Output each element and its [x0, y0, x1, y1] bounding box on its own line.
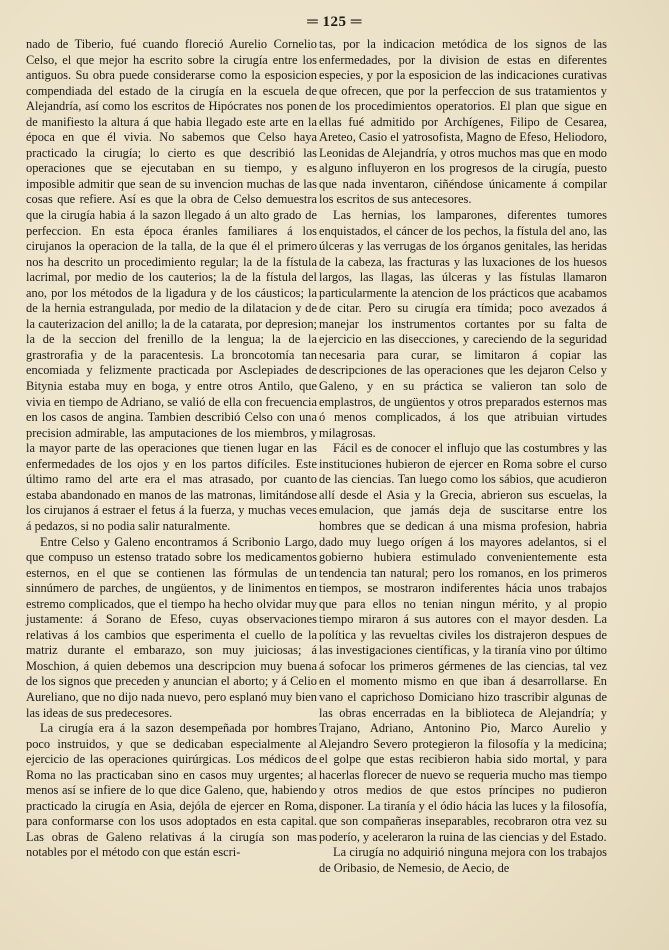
paragraph: nado de Tiberio, fué cuando floreció Aurelio Cornelio Celso, el que mejor ha escrito sobre la cirugía entre los antiguos. Su obra puede considerarse como la esposicion compendiada del estado de la cirugía en la escuela de Alejandría, así como los escritos de Hipócrates nos ponen de manifiesto la altura á que habia llegado este arte en la época en que él vivia. No sabemos que Celso haya practicado la cirugía; lo cierto es que describió las operaciones que se ejecutaban en su tiempo, y es imposible admitir que sean de su invencion muchas de las cosas que refiere. Así es que la obra de Celso demuestra que la cirugía habia á la sazon llegado á un alto grado de perfeccion. En esta época éranles familiares á los cirujanos la operacion de la talla, de la que él el primero nos ha descrito un procedimiento regular; la de la fístula lacrimal, por medio de los cauterios; la de la fístula del ano, por los métodos de la ligadura y de los cáusticos; la de la hernia estrangulada, por medio de la dilatacion y de la cauterizacion del anillo; la de la catarata, por depresion; la de la seccion del frenillo de la lengua; la de la grastrorafia y de la paracentesis. La broncotomía tan encomiada y felizmente practicada por Asclepiades de Bitynia estaba muy en boga, y entre otros Antilo, que vivia en tiempo de Adriano, se valió de ella con frecuencia en los casos de angina. Tambien describió Celso con una precision admirable, las amputaciones de los miembros, y la mayor parte de las operaciones que tienen lugar en las enfermedades de los ojos y en los partos difíciles. Este último ramo del arte era el mas atrasado, por cuanto estaba abandonado en manos de las matronas, limitándose los cirujanos á estraer el fetus á la fuerza, y muchas veces á pedazos, si no podia salir naturalmente. — [26, 37, 317, 533]
paragraph: La cirugía era á la sazon desempeñada por hombres poco instruidos, y que se dedicaban especialmente al ejercicio de las operaciones quirúrgicas. Los médicos de Roma no las practicaban sino en casos muy urgentes; al menos así se infiere de lo que dice Galeno, que, habiendo practicado la cirugía en Asia, dejóla de ejercer en Roma, para conformarse con los usos adoptados en esta capital. Las obras de Galeno relativas á la cirugía son mas notables por el método con que están escri- — [26, 721, 317, 860]
paragraph: Fácil es de conocer el influjo que las costumbres y las instituciones hubieron de ejercer en Roma sobre el curso de las ciencias. Tan luego como los sábios, que acudieron allí desde el Asia y la Grecia, abrieron sus escuelas, la emulacion, que jamás deja de suscitarse entre los hombres que se dedican á una misma profesion, habria dado muy luego orígen á los mayores adelantos, si el gobierno hubiera estimulado convenientemente esta tendencia tan natural; pero los romanos, en los primeros tiempos, se mostraron indiferentes hácia unos trabajos que para ellos no tenian ningun mérito, y al propio tiempo miraron á sus autores con el mayor desden. La política y las revueltas civiles los distrajeron despues de las investigaciones científicas, y la tiranía vino por último á sofocar los primeros gérmenes de las ciencias, tal vez en el momento mismo en que iban á desarrollarse. En vano el caprichoso Domiciano hizo trascribir algunas de las obras encerradas en la biblioteca de Alejandría; y Trajano, Adriano, Antonino Pio, Marco Aurelio y Alejandro Severo protegieron la filosofía y la medicina; el golpe que estas recibieron habia sido mortal, y para hacerlas florecer de nuevo se requeria mucho mas tiempo y otros medios de que estos príncipes no pudieron disponer. La tiranía y el ódio hácia las luces y la filosofía, que son compañeras inseparables, recobraron otra vez su poderío, y aceleraron la ruina de las ciencias y del Estado. — [319, 441, 607, 844]
paragraph: tas, por la indicacion metódica de los signos de las enfermedades, por la division de estas en diferentes especies, y por la esposicion de las indicaciones curativas que ofrecen, que por la perfeccion de sus tratamientos y de los procedimientos operatorios. El plan que sigue en ellas fué admitido por Archígenes, Filipo de Cesarea, Areteo, Casio el yatrosofista, Magno de Efeso, Heliodoro, Leonidas de Alejandría, y otros muchos mas que en modo alguno influyeron en los progresos de la cirugía, puesto que nada inventaron, ciñéndose únicamente á compilar los escritos de sus antecesores. — [319, 37, 608, 207]
paragraph: Las hernias, los lamparones, diferentes tumores enquistados, el cáncer de los pechos, la fístula del ano, las úlceras y las verrugas de los órganos genitales, las heridas de la cabeza, las fracturas y las luxaciones de los huesos largos, las llagas, las úlceras y las fístulas llamaron particularmente la atencion de los prácticos que acabamos de citar. Pero su cirugía era tímida; poco avezados á manejar los instrumentos cortantes por su falta de ejercicio en las disecciones, y careciendo de la seguridad necesaria para curar, se limitaron á copiar las descripciones de las operaciones que les dejaron Celso y Galeno, y en su práctica se valieron tan solo de emplastros, de ungüentos y otros preparados esternos mas ó menos complicados, á los que atribuian virtudes milagrosas. — [319, 208, 607, 440]
paragraph: La cirugía no adquirió ninguna mejora con los trabajos de Oribasio, de Nemesio, de Aecio, de — [319, 845, 607, 875]
right-column — [319, 37, 607, 877]
paragraph: Entre Celso y Galeno encontramos á Scribonio Largo, que compuso un estenso tratado sobre los medicamentos esternos, en el que se contienen las fórmulas de un sinnúmero de parches, de ungüentos, y de linimentos en estremo complicados, que el tiempo ha hecho olvidar muy justamente: á Sorano de Efeso, cuyas observaciones relativas á los cambios que esperimenta el cuello de la matriz durante el embarazo, son muy juiciosas; á Moschion, á quien debemos una descripcion muy buena de los signos que preceden y anuncian el aborto; y á Celio Aureliano, que no dijo nada nuevo, pero esplanó muy bien las ideas de sus predecesores. — [26, 534, 317, 720]
page-number: ═ 125 ═ — [307, 14, 362, 30]
left-column — [26, 37, 317, 861]
